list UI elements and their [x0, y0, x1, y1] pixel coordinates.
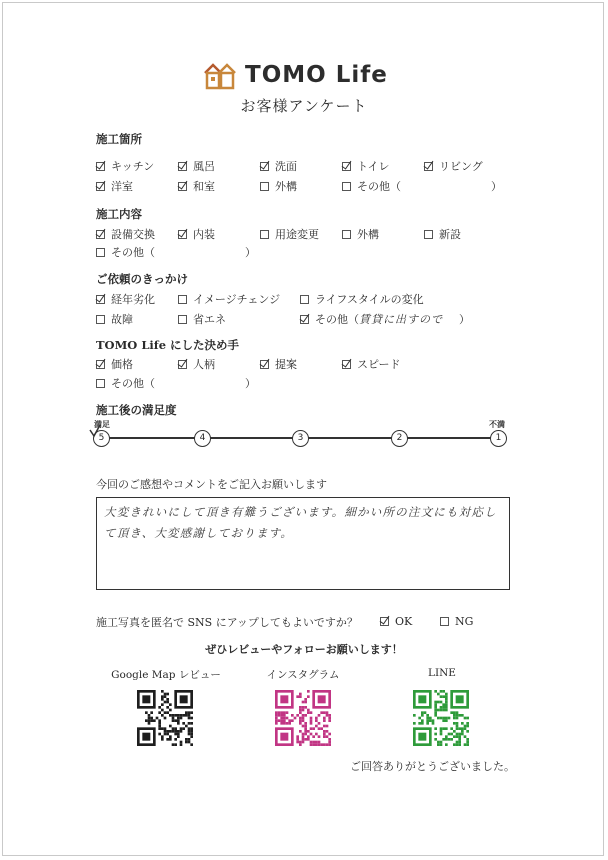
brand-logo: [203, 58, 388, 92]
checkbox-box[interactable]: [342, 230, 351, 239]
checkbox-label: 価格: [111, 358, 133, 371]
checkbox-box[interactable]: [342, 360, 351, 369]
checkbox-label: リビング: [439, 160, 483, 173]
checkbox-box[interactable]: [440, 617, 449, 626]
scale-point-5[interactable]: 5: [93, 430, 110, 447]
house-logo-icon: [203, 60, 237, 90]
checkbox-box[interactable]: [260, 230, 269, 239]
checkbox-box[interactable]: [260, 360, 269, 369]
checkbox-label: トイレ: [357, 160, 390, 173]
checkbox-sns-ok[interactable]: [380, 615, 412, 628]
checkbox-other-decision[interactable]: [96, 375, 256, 391]
thanks-message: ご回答ありがとうございました。: [350, 760, 515, 773]
section-title-trigger: ご依頼のきっかけ: [96, 272, 188, 286]
checkbox-label: イメージチェンジ: [193, 293, 281, 306]
comment-handwriting: 大変きれいにして頂き有難うございます。細かい所の注文にも対応して頂き、大変感謝しております。: [104, 505, 497, 540]
survey-title: お客様アンケート: [240, 97, 368, 115]
instagram-qr-code[interactable]: [275, 690, 331, 746]
comment-prompt: 今回のご感想やコメントをご記入お願いします: [96, 478, 327, 491]
checkbox-speed[interactable]: [342, 356, 401, 372]
checkbox-label: キッチン: [111, 160, 155, 173]
checkbox-label: 洋室: [111, 180, 133, 193]
other-trigger-handwriting: 賃貸に出すので: [359, 313, 443, 326]
checkbox-label: 洗面: [275, 160, 297, 173]
qr-label-instagram: インスタグラム: [266, 669, 340, 681]
checkbox-label: 提案: [275, 358, 297, 371]
qr-label-line: LINE: [428, 667, 456, 679]
checkbox-exterior-work[interactable]: [342, 226, 379, 242]
checkbox-box[interactable]: [178, 315, 187, 324]
checkbox-other-content[interactable]: [96, 244, 256, 260]
checkbox-label: 外構: [275, 180, 297, 193]
scale-point-1[interactable]: 1: [490, 430, 507, 447]
checkbox-label: その他（: [111, 246, 155, 259]
checkbox-box[interactable]: [178, 182, 187, 191]
checkbox-label: その他（: [111, 377, 155, 390]
checkbox-washroom[interactable]: [260, 158, 297, 174]
brand-name: TOMO Life: [245, 62, 388, 88]
checkbox-box[interactable]: [96, 295, 105, 304]
checkbox-label: その他（: [357, 180, 401, 193]
checkbox-interior[interactable]: [178, 226, 215, 242]
checkbox-price[interactable]: [96, 356, 133, 372]
checkbox-breakdown[interactable]: [96, 311, 133, 327]
checkbox-box[interactable]: [96, 360, 105, 369]
checkbox-equipment[interactable]: [96, 226, 155, 242]
selected-check-mark: [88, 424, 102, 438]
checkbox-label: ライフスタイルの変化: [315, 293, 424, 306]
checkbox-japanese-room[interactable]: [178, 178, 215, 194]
comment-box[interactable]: [96, 497, 510, 590]
checkbox-living[interactable]: [424, 158, 483, 174]
follow-message: ぜひレビューやフォローお願いします！: [205, 643, 403, 656]
scale-point-3[interactable]: 3: [292, 430, 309, 447]
other-close-paren: ）: [491, 180, 502, 193]
checkbox-toilet[interactable]: [342, 158, 389, 174]
other-close-paren: ）: [245, 246, 256, 259]
checkbox-box[interactable]: [300, 315, 309, 324]
checkbox-label: OK: [395, 615, 413, 628]
checkbox-bath[interactable]: [178, 158, 215, 174]
scale-point-4[interactable]: 4: [194, 430, 211, 447]
checkbox-label: 人柄: [193, 358, 215, 371]
checkbox-box[interactable]: [96, 379, 105, 388]
checkbox-box[interactable]: [260, 162, 269, 171]
checkbox-label: その他（: [315, 313, 359, 326]
checkbox-box[interactable]: [96, 315, 105, 324]
checkbox-energy-saving[interactable]: [178, 311, 226, 327]
qr-label-google-map: Google Map レビュー: [111, 669, 221, 681]
checkbox-sns-ng[interactable]: [440, 615, 473, 628]
other-close-paren: ）: [245, 377, 256, 390]
section-title-decision: TOMO Life にした決め手: [96, 338, 240, 352]
checkbox-proposal[interactable]: [260, 356, 297, 372]
checkbox-label: 故障: [111, 313, 133, 326]
checkbox-other-trigger[interactable]: [300, 311, 470, 327]
section-title-location: 施工箇所: [96, 132, 142, 146]
scale-label-satisfied: 満足: [94, 419, 110, 429]
checkbox-label: 省エネ: [193, 313, 226, 326]
checkbox-exterior[interactable]: [260, 178, 297, 194]
checkbox-lifestyle-change[interactable]: [300, 291, 424, 307]
checkbox-box[interactable]: [178, 230, 187, 239]
line-qr-code[interactable]: [413, 690, 469, 746]
checkbox-new-build[interactable]: [424, 226, 461, 242]
checkbox-box[interactable]: [96, 248, 105, 257]
checkbox-box[interactable]: [342, 182, 351, 191]
checkbox-box[interactable]: [96, 230, 105, 239]
checkbox-label: 外構: [357, 228, 379, 241]
checkbox-box[interactable]: [380, 617, 389, 626]
checkbox-image-change[interactable]: [178, 291, 280, 307]
checkbox-box[interactable]: [178, 360, 187, 369]
section-title-satisfaction: 施工後の満足度: [96, 403, 177, 417]
checkbox-box[interactable]: [178, 162, 187, 171]
checkbox-personality[interactable]: [178, 356, 215, 372]
checkbox-box[interactable]: [342, 162, 351, 171]
checkbox-label: 経年劣化: [111, 293, 155, 306]
checkbox-aging[interactable]: [96, 291, 155, 307]
sns-question: 施工写真を匿名で SNS にアップしてもよいですか？: [96, 616, 358, 629]
checkbox-label: 用途変更: [275, 228, 319, 241]
checkbox-label: 和室: [193, 180, 215, 193]
checkbox-box[interactable]: [260, 182, 269, 191]
checkbox-box[interactable]: [424, 162, 433, 171]
checkbox-label: 風呂: [193, 160, 215, 173]
section-title-content: 施工内容: [96, 207, 142, 221]
checkbox-kitchen[interactable]: [96, 158, 154, 174]
checkbox-western-room[interactable]: [96, 178, 133, 194]
checkbox-label: NG: [455, 615, 474, 628]
checkbox-use-change[interactable]: [260, 226, 319, 242]
checkbox-box[interactable]: [96, 162, 105, 171]
checkbox-other-location[interactable]: [342, 178, 502, 194]
scale-point-2[interactable]: 2: [391, 430, 408, 447]
checkbox-box[interactable]: [300, 295, 309, 304]
checkbox-box[interactable]: [96, 182, 105, 191]
scale-label-dissatisfied: 不満: [489, 419, 505, 429]
checkbox-label: 設備交換: [111, 228, 155, 241]
google-map-qr-code[interactable]: [137, 690, 193, 746]
checkbox-box[interactable]: [424, 230, 433, 239]
checkbox-label: スピード: [357, 358, 401, 371]
checkbox-label: 内装: [193, 228, 215, 241]
other-close-paren: ）: [459, 313, 470, 326]
checkbox-box[interactable]: [178, 295, 187, 304]
checkbox-label: 新設: [439, 228, 461, 241]
